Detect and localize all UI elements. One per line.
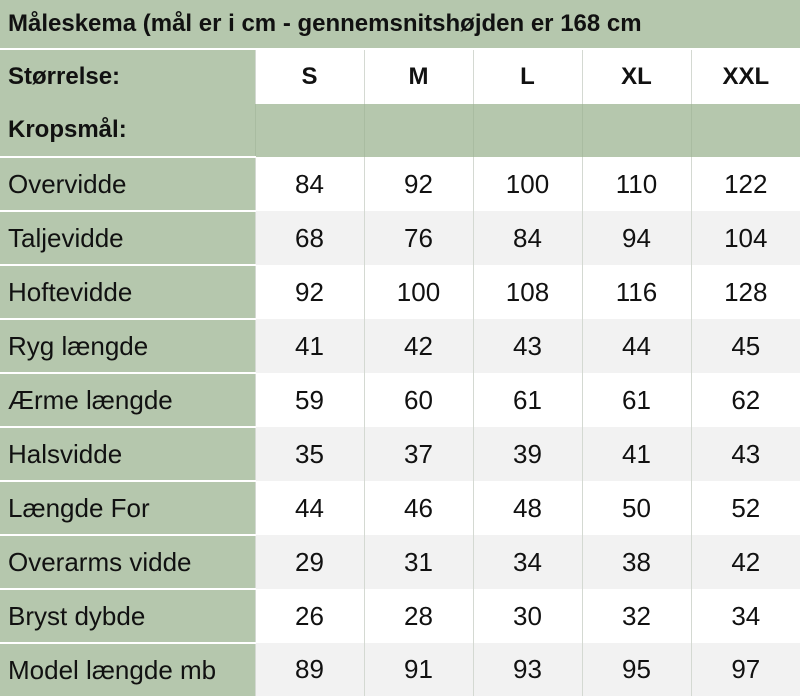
table-row: [0, 481, 800, 535]
size-header-xl: XL: [582, 49, 691, 104]
table-row: [0, 265, 800, 319]
table-row: [0, 535, 800, 589]
row-value: 42: [691, 535, 800, 589]
table-row: [0, 211, 800, 265]
row-value: 122: [691, 157, 800, 211]
section-spacer: [473, 104, 582, 157]
header-row: [0, 49, 800, 104]
section-row: [0, 104, 800, 157]
row-value: 94: [582, 211, 691, 265]
size-header-m: M: [364, 49, 473, 104]
row-value: 100: [364, 265, 473, 319]
row-value: 59: [255, 373, 364, 427]
row-value: 46: [364, 481, 473, 535]
size-header-label: Størrelse:: [0, 49, 255, 104]
row-value: 116: [582, 265, 691, 319]
table-row: [0, 157, 800, 211]
row-value: 44: [255, 481, 364, 535]
section-label: Kropsmål:: [0, 104, 255, 157]
row-value: 34: [473, 535, 582, 589]
row-label: Overvidde: [0, 157, 255, 211]
row-value: 84: [473, 211, 582, 265]
row-value: 50: [582, 481, 691, 535]
row-value: 97: [691, 643, 800, 696]
row-value: 61: [473, 373, 582, 427]
row-value: 108: [473, 265, 582, 319]
row-label: Længde For: [0, 481, 255, 535]
row-label: Ærme længde: [0, 373, 255, 427]
row-value: 92: [255, 265, 364, 319]
row-value: 104: [691, 211, 800, 265]
table-row: [0, 319, 800, 373]
row-value: 38: [582, 535, 691, 589]
row-value: 95: [582, 643, 691, 696]
section-spacer: [364, 104, 473, 157]
row-value: 41: [255, 319, 364, 373]
row-value: 76: [364, 211, 473, 265]
row-value: 44: [582, 319, 691, 373]
section-spacer: [691, 104, 800, 157]
table-row: [0, 643, 800, 696]
table-row: [0, 373, 800, 427]
row-value: 60: [364, 373, 473, 427]
row-value: 91: [364, 643, 473, 696]
size-header-xxl: XXL: [691, 49, 800, 104]
table-row: [0, 589, 800, 643]
row-value: 62: [691, 373, 800, 427]
row-value: 61: [582, 373, 691, 427]
row-value: 84: [255, 157, 364, 211]
title-row: [0, 0, 800, 49]
row-value: 52: [691, 481, 800, 535]
row-label: Halsvidde: [0, 427, 255, 481]
row-value: 43: [473, 319, 582, 373]
row-value: 30: [473, 589, 582, 643]
row-value: 93: [473, 643, 582, 696]
row-value: 89: [255, 643, 364, 696]
row-value: 31: [364, 535, 473, 589]
row-value: 41: [582, 427, 691, 481]
row-label: Hoftevidde: [0, 265, 255, 319]
row-value: 37: [364, 427, 473, 481]
row-value: 110: [582, 157, 691, 211]
row-label: Model længde mb: [0, 643, 255, 696]
row-value: 43: [691, 427, 800, 481]
section-spacer: [582, 104, 691, 157]
row-label: Overarms vidde: [0, 535, 255, 589]
size-header-l: L: [473, 49, 582, 104]
row-value: 48: [473, 481, 582, 535]
table-title: Måleskema (mål er i cm - gennemsnitshøjden er 168 cm: [0, 0, 800, 49]
row-value: 28: [364, 589, 473, 643]
row-value: 42: [364, 319, 473, 373]
row-label: Taljevidde: [0, 211, 255, 265]
row-value: 29: [255, 535, 364, 589]
size-header-s: S: [255, 49, 364, 104]
row-label: Ryg længde: [0, 319, 255, 373]
row-value: 26: [255, 589, 364, 643]
row-value: 92: [364, 157, 473, 211]
row-value: 45: [691, 319, 800, 373]
row-value: 128: [691, 265, 800, 319]
row-value: 100: [473, 157, 582, 211]
row-value: 39: [473, 427, 582, 481]
row-value: 35: [255, 427, 364, 481]
table-row: [0, 427, 800, 481]
row-value: 32: [582, 589, 691, 643]
row-label: Bryst dybde: [0, 589, 255, 643]
row-value: 68: [255, 211, 364, 265]
row-value: 34: [691, 589, 800, 643]
section-spacer: [255, 104, 364, 157]
